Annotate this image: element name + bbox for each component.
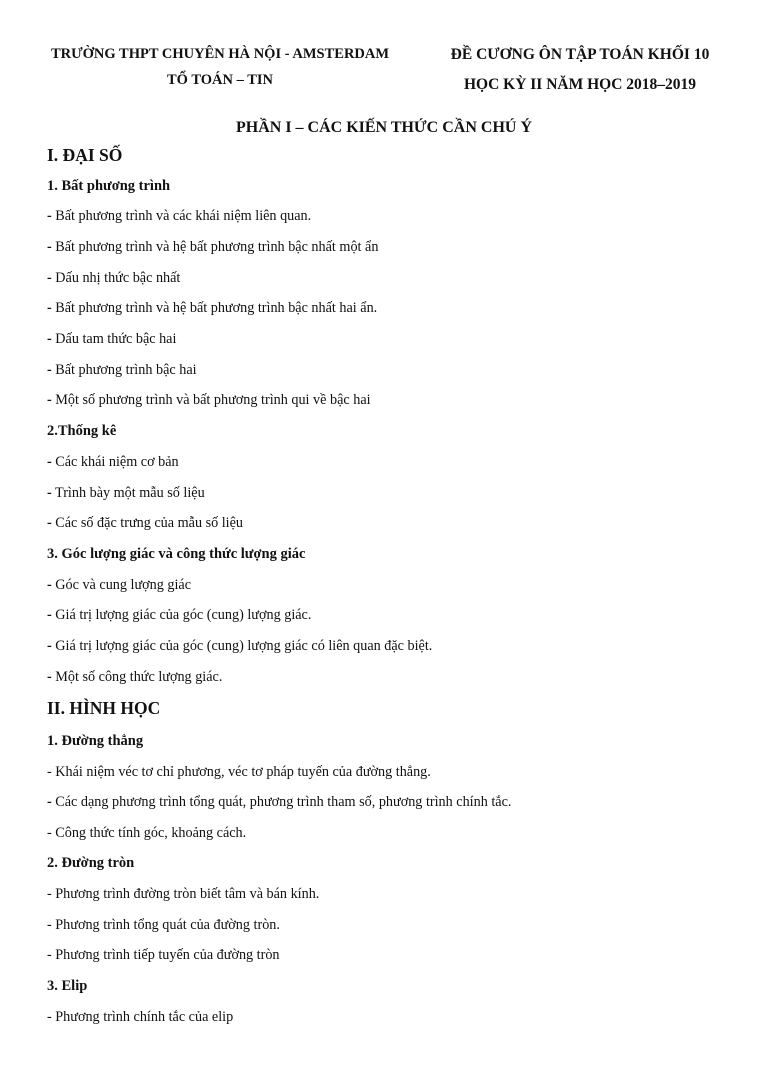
dash-marker: - [47,331,52,347]
list-item-text: Giá trị lượng giác của góc (cung) lượng giác. [55,607,312,623]
dash-marker: - [47,669,52,685]
list-item [47,576,191,594]
list-item [47,330,176,348]
algebra-heading: I. ĐẠI SỐ [47,145,123,165]
list-item-text: Bất phương trình và hệ bất phương trình bậc nhất hai ẩn. [55,300,378,316]
dash-marker: - [47,362,52,378]
list-item [47,391,371,409]
list-item [47,1008,233,1026]
list-item-text: Phương trình tổng quát của đường tròn. [55,917,280,933]
list-item-text: Các số đặc trưng của mẫu số liệu [55,515,244,531]
list-item [47,361,197,379]
school-name: TRƯỜNG THPT CHUYÊN HÀ NỘI - AMSTERDAM [50,46,390,62]
department-name: TỔ TOÁN – TIN [167,72,273,88]
list-item [47,453,179,471]
school-header [0,41,440,93]
dash-marker: - [47,825,52,841]
dash-marker: - [47,485,52,501]
document-title: ĐỀ CƯƠNG ÔN TẬP TOÁN KHỐI 10 [450,46,710,63]
list-item [47,238,378,256]
list-item-text: Dấu nhị thức bậc nhất [55,270,181,286]
list-item-text: Phương trình chính tắc của elip [55,1009,234,1025]
list-item-text: Phương trình đường tròn biết tâm và bán kính. [55,886,320,902]
list-item-text: Giá trị lượng giác của góc (cung) lượng giác có liên quan đặc biệt. [55,638,433,654]
dash-marker: - [47,454,52,470]
list-item [47,793,511,811]
list-item [47,606,311,624]
dash-marker: - [47,886,52,902]
dash-marker: - [47,300,52,316]
section-title: 1. Đường thẳng [47,733,144,749]
dash-marker: - [47,577,52,593]
geometry-heading: II. HÌNH HỌC [47,698,161,718]
dash-marker: - [47,764,52,780]
dash-marker: - [47,1009,52,1025]
dash-marker: - [47,947,52,963]
list-item [47,916,280,934]
list-item-text: Các khái niệm cơ bản [55,454,179,470]
dash-marker: - [47,239,52,255]
list-item-text: Các dạng phương trình tổng quát, phương trình tham số, phương trình chính tắc. [55,794,512,810]
list-item-text: Dấu tam thức bậc hai [55,331,177,347]
list-item [47,885,319,903]
section-title: 2. Đường tròn [47,855,135,871]
list-item-text: Bất phương trình và các khái niệm liên quan. [55,208,312,224]
section-title: 1. Bất phương trình [47,178,171,194]
dash-marker: - [47,917,52,933]
list-item [47,763,431,781]
list-item-text: Phương trình tiếp tuyến của đường tròn [55,947,280,963]
dash-marker: - [47,392,52,408]
list-item [47,668,222,686]
list-item-text: Một số phương trình và bất phương trình qui về bậc hai [55,392,371,408]
semester-label: HỌC KỲ II NĂM HỌC 2018–2019 [463,76,697,93]
list-item-text: Bất phương trình bậc hai [55,362,197,378]
dash-marker: - [47,515,52,531]
list-item-text: Khái niệm véc tơ chỉ phương, véc tơ pháp tuyến của đường thẳng. [55,764,431,780]
section-title: 2.Thống kê [47,423,117,439]
list-item [47,946,280,964]
list-item [47,514,243,532]
dash-marker: - [47,794,52,810]
document-header [430,40,730,100]
part-title: PHẦN I – CÁC KIẾN THỨC CẦN CHÚ Ý [235,119,532,136]
list-item-text: Góc và cung lượng giác [55,577,192,593]
dash-marker: - [47,208,52,224]
list-item-text: Trình bày một mẫu số liệu [55,485,205,501]
list-item [47,269,180,287]
section-title: 3. Elip [47,978,88,994]
section-title: 3. Góc lượng giác và công thức lượng giác [47,546,306,562]
dash-marker: - [47,638,52,654]
list-item [47,824,246,842]
list-item-text: Công thức tính góc, khoảng cách. [55,825,247,841]
list-item [47,299,377,317]
list-item-text: Một số công thức lượng giác. [55,669,223,685]
list-item [47,637,432,655]
dash-marker: - [47,607,52,623]
list-item-text: Bất phương trình và hệ bất phương trình bậc nhất một ẩn [55,239,379,255]
list-item [47,207,311,225]
list-item [47,484,205,502]
dash-marker: - [47,270,52,286]
